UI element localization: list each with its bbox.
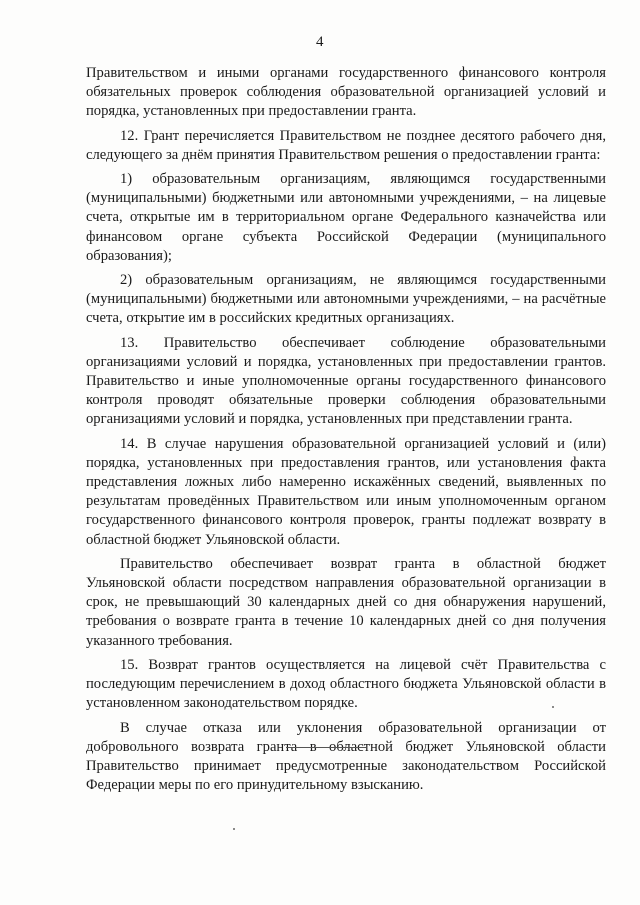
end-separator-line xyxy=(286,747,366,748)
paragraph-clause-14-return: Правительство обеспечивает возврат гранта в областной бюджет Ульяновской области посредством направления образовательной организации в срок, не превышающий 30 календарных дней со дня обнаружения нарушений, требования о возврате гранта в течение 10 календарных дней со дня получения указанного требования. xyxy=(86,555,606,649)
document-body xyxy=(86,64,606,800)
paragraph-clause-15: 15. Возврат грантов осуществляется на лицевой счёт Правительства с последующим перечислением в доход областного бюджета Ульяновской области в установленном законодательством порядке. xyxy=(86,656,606,712)
paragraph-clause-12-item-1: 1) образовательным организациям, являющимся государственными (муниципальными) бюджетными или автономными учреждениями, – на лицевые счета, открытые им в территориальном органе Федерального казначейства или финансовом органе субъекта Российской Федерации (муниципального образования); xyxy=(86,171,606,264)
paragraph-clause-12: 12. Грант перечисляется Правительством не позднее десятого рабочего дня, следующего за днём принятия Правительством решения о предоставлении гранта: xyxy=(86,127,606,163)
paragraph-clause-15-refusal: В случае отказа или уклонения образовательной организации от добровольного возврата гранта в областной бюджет Ульяновской области Правительство принимает предусмотренные законодательством Российской Федерации меры по его принудительному взысканию. xyxy=(86,719,606,794)
paragraph-clause-12-item-2: 2) образовательным организациям, не являющимся государственными (муниципальными) бюджетными или автономными учреждениями, – на расчётные счета, открытие им в российских кредитных организациях. xyxy=(86,272,606,327)
paragraph-clause-14: 14. В случае нарушения образовательной организацией условий и (или) порядка, установленных при предоставления грантов, или установления факта представления ложных либо намеренно искажённых сведений, выявленных по результатам проведённых Правительством или иным уполномоченным органом государственного финансового контроля проверок, гранты подлежат возврату в областной бюджет Ульяновской области. xyxy=(86,435,606,548)
paragraph-continuation: Правительством и иными органами государственного финансового контроля обязательных проверок соблюдения образовательной организацией условий и порядка, установленных при предоставлении гранта. xyxy=(86,65,606,120)
page-number: 4 xyxy=(316,34,324,50)
paragraph-clause-13: 13. Правительство обеспечивает соблюдение образовательными организациями условий и порядка, установленных при предоставлении грантов. Правительство и иные уполномоченные органы государственного финансового контроля проводят обязательные проверки соблюдения образовательными организациями условий и порядка, установленных при представлении гранта. xyxy=(86,334,606,428)
scan-speck xyxy=(233,828,235,830)
scan-speck xyxy=(552,706,554,708)
